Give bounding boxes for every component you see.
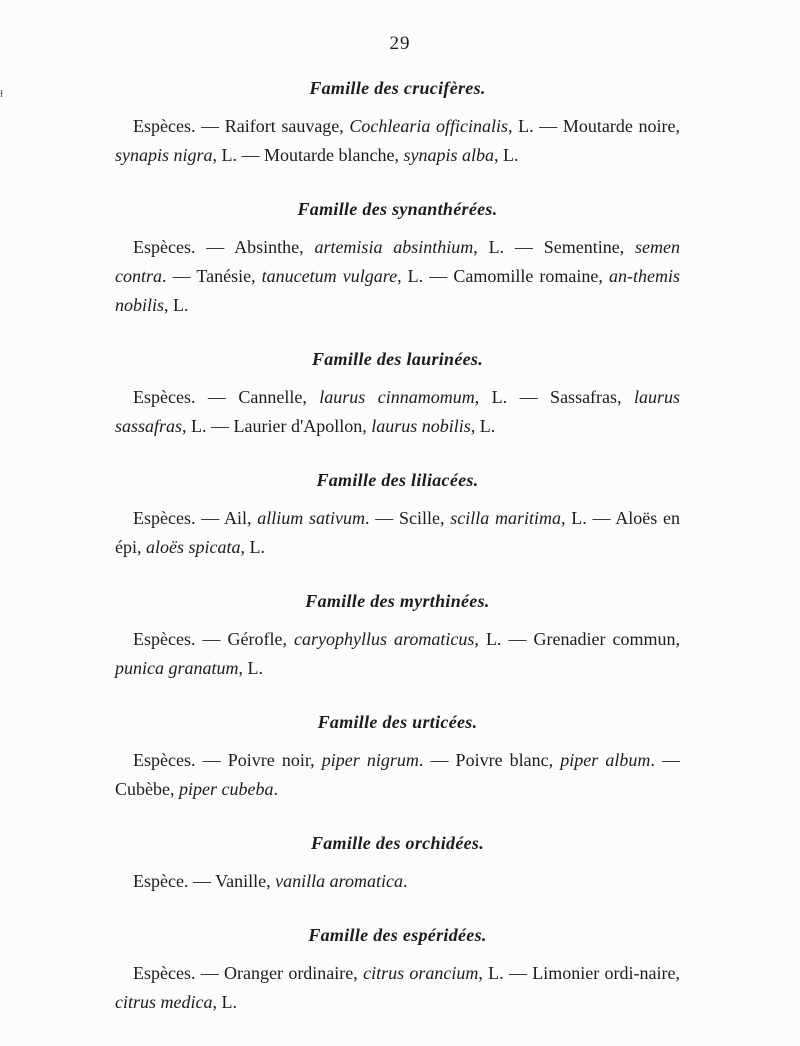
section-orchidees	[115, 830, 680, 896]
family-heading: Famille des laurinées.	[311, 349, 484, 369]
latin-name: punica granatum	[115, 658, 239, 678]
latin-name: citrus orancium	[363, 963, 479, 983]
latin-name: laurus nobilis	[371, 416, 471, 436]
family-heading: Famille des myrthinées.	[305, 591, 490, 611]
text-run: . — Scille,	[364, 508, 451, 528]
page-body	[115, 75, 680, 1043]
latin-name: piper nigrum	[321, 750, 419, 770]
text-run: . — Tanésie,	[162, 266, 262, 286]
section-myrthinees	[115, 588, 680, 683]
family-heading: Famille des urticées.	[317, 712, 478, 732]
text-run: , L.	[238, 658, 263, 678]
text-run: Espèces. — Cannelle,	[133, 387, 320, 407]
text-run: .	[273, 779, 278, 799]
latin-name: piper album	[560, 750, 651, 770]
page-number: 29	[389, 33, 411, 54]
text-run: , L. — Moutarde noire,	[508, 116, 680, 136]
text-run: Espèces. — Gérofle,	[133, 629, 295, 649]
latin-name: laurus cinnamomum	[319, 387, 475, 407]
text-run: , L. — Camomille romaine,	[397, 266, 609, 286]
species-paragraph	[115, 112, 680, 170]
latin-name: an-themis nobilis	[115, 266, 680, 315]
latin-name: synapis alba	[403, 145, 494, 165]
text-run: Espèces. — Oranger ordinaire,	[133, 963, 364, 983]
latin-name: laurus sassafras	[115, 387, 680, 436]
family-heading: Famille des crucifères.	[309, 78, 486, 98]
species-paragraph	[115, 746, 680, 804]
text-run: , L. — Sassafras,	[474, 387, 634, 407]
text-run: . — Cubèbe,	[115, 750, 681, 799]
section-esperidees	[115, 922, 680, 1017]
latin-name: allium sativum	[257, 508, 365, 528]
family-heading: Famille des orchidées.	[310, 833, 485, 853]
latin-name: aloës spicata	[146, 537, 241, 557]
text-run: Espèce. — Vanille,	[133, 871, 276, 891]
text-run: , L.	[470, 416, 496, 436]
text-run: , L.	[164, 295, 189, 315]
family-heading: Famille des espéridées.	[308, 925, 487, 945]
species-paragraph	[115, 383, 680, 441]
latin-name: scilla maritima	[450, 508, 561, 528]
family-heading: Famille des liliacées.	[316, 470, 479, 490]
latin-name: citrus medica	[115, 992, 213, 1012]
text-run: , L. — Aloës en épi,	[115, 508, 680, 557]
family-heading: Famille des synanthérées.	[297, 199, 498, 219]
latin-name: vanilla aromatica	[275, 871, 403, 891]
latin-name: tanucetum vulgare	[261, 266, 398, 286]
section-cruciferes	[115, 75, 680, 170]
latin-name: Cochlearia officinalis	[349, 116, 509, 136]
text-run: , L.	[240, 537, 265, 557]
species-paragraph	[115, 504, 680, 562]
text-run: , L. — Laurier d'Apollon,	[182, 416, 372, 436]
text-run: , L. — Grenadier commun,	[474, 629, 680, 649]
section-laurinees	[115, 346, 680, 441]
latin-name: artemisia absinthium	[314, 237, 474, 257]
section-liliacees	[115, 467, 680, 562]
section-urticees	[115, 709, 680, 804]
text-run: Espèces. — Raifort sauvage,	[133, 116, 350, 136]
text-run: , L.	[212, 992, 237, 1012]
species-paragraph	[115, 233, 680, 320]
text-run: Espèces. — Ail,	[133, 508, 258, 528]
latin-name: piper cubeba	[178, 779, 274, 799]
species-paragraph	[115, 625, 680, 683]
text-run: . — Poivre blanc,	[418, 750, 561, 770]
latin-name: caryophyllus aromaticus	[294, 629, 475, 649]
text-run: , L. — Limonier ordi-naire,	[478, 963, 680, 983]
latin-name: semen contra	[115, 237, 680, 286]
text-run: .	[402, 871, 408, 891]
latin-name: synapis nigra	[115, 145, 213, 165]
margin-mark: ɫ	[0, 88, 4, 100]
text-run: , L. — Sementine,	[473, 237, 636, 257]
text-run: Espèces. — Absinthe,	[133, 237, 315, 257]
species-paragraph	[115, 959, 680, 1017]
species-paragraph	[115, 867, 680, 896]
text-run: , L.	[493, 145, 519, 165]
section-synantherees	[115, 196, 680, 320]
text-run: , L. — Moutarde blanche,	[212, 145, 404, 165]
text-run: Espèces. — Poivre noir,	[133, 750, 322, 770]
